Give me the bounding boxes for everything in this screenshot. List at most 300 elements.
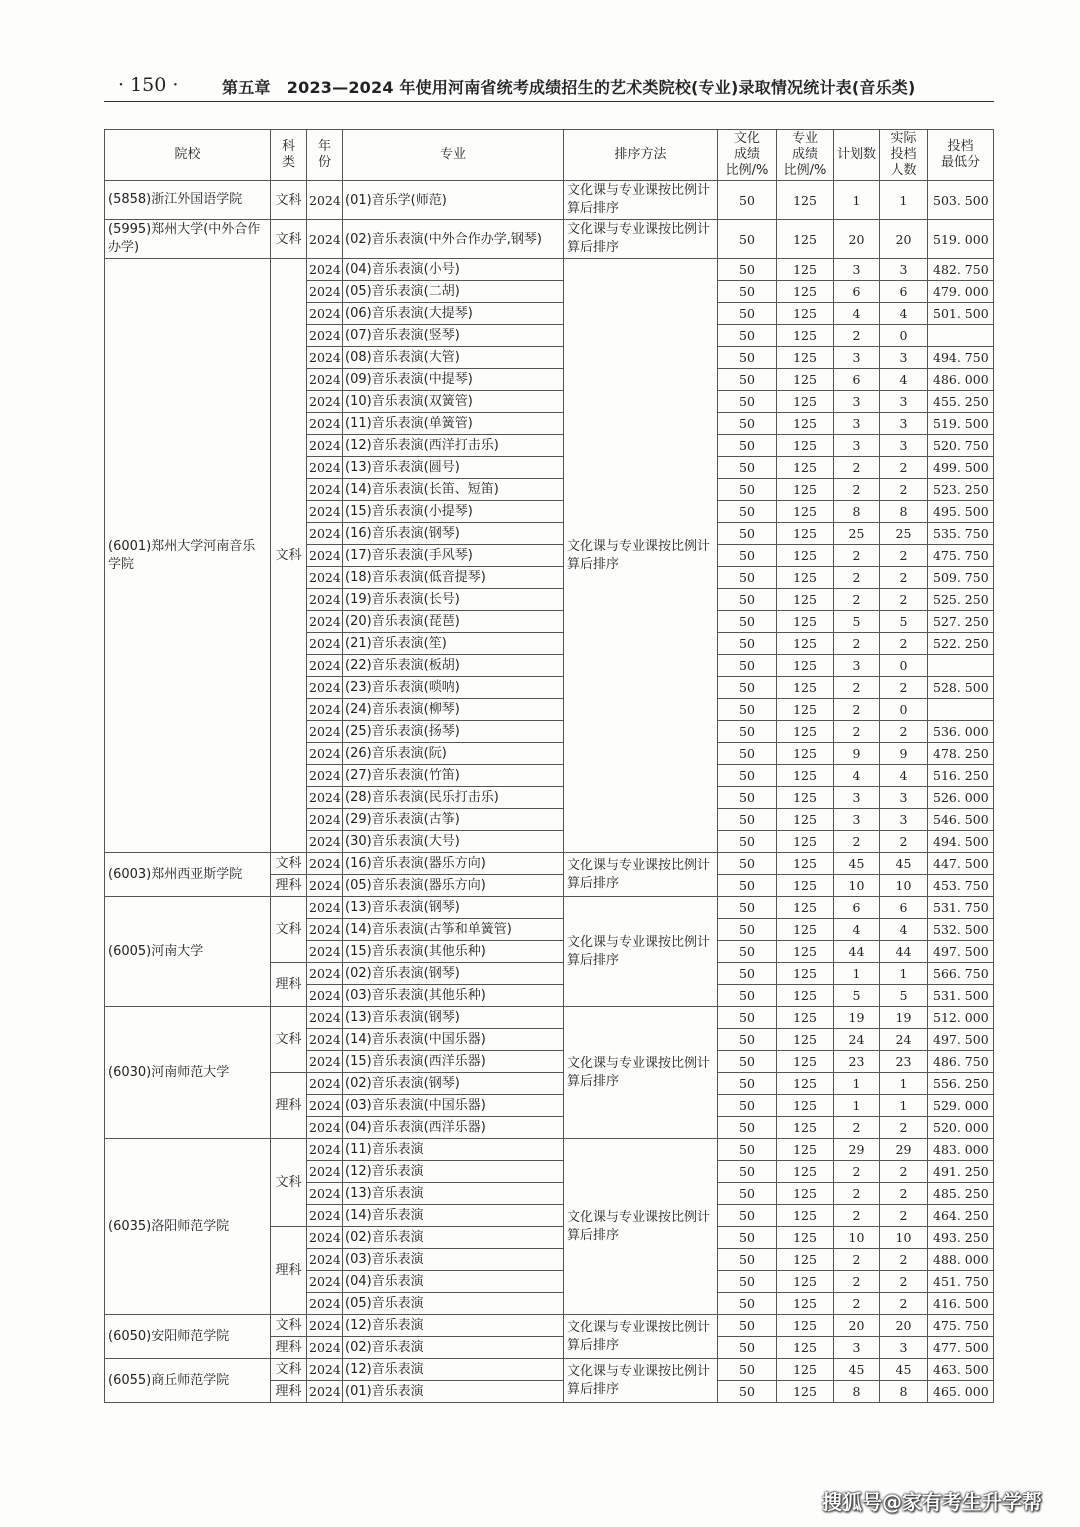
professional-ratio-cell: 125 <box>777 633 834 655</box>
culture-ratio-cell: 50 <box>718 391 777 413</box>
plan-cell: 8 <box>834 501 880 523</box>
year-cell: 2024 <box>307 1073 343 1095</box>
plan-cell: 3 <box>834 655 880 677</box>
min-score-cell: 475. 750 <box>928 1315 994 1337</box>
category-cell: 文科 <box>271 259 307 853</box>
actual-cell: 45 <box>880 853 928 875</box>
min-score-cell: 556. 250 <box>928 1073 994 1095</box>
actual-cell: 5 <box>880 985 928 1007</box>
culture-ratio-cell: 50 <box>718 831 777 853</box>
major-cell: (07)音乐表演(竖琴) <box>343 325 564 347</box>
plan-cell: 1 <box>834 963 880 985</box>
plan-cell: 4 <box>834 919 880 941</box>
table-row <box>105 259 994 281</box>
professional-ratio-cell: 125 <box>777 787 834 809</box>
min-score-cell: 494. 750 <box>928 347 994 369</box>
major-cell: (19)音乐表演(长号) <box>343 589 564 611</box>
actual-cell: 9 <box>880 743 928 765</box>
col-header-line: 年 <box>317 139 331 154</box>
major-cell: (11)音乐表演 <box>343 1139 564 1161</box>
culture-ratio-cell: 50 <box>718 963 777 985</box>
page-number: · 150 · <box>118 74 179 96</box>
actual-cell: 2 <box>880 1205 928 1227</box>
year-cell: 2024 <box>307 347 343 369</box>
actual-cell: 25 <box>880 523 928 545</box>
plan-cell: 3 <box>834 809 880 831</box>
major-cell: (02)音乐表演(中外合作办学,钢琴) <box>343 220 564 259</box>
actual-cell: 10 <box>880 875 928 897</box>
actual-cell: 2 <box>880 1161 928 1183</box>
col-header-major <box>343 130 564 181</box>
professional-ratio-cell: 125 <box>777 1249 834 1271</box>
actual-cell: 2 <box>880 633 928 655</box>
actual-cell: 0 <box>880 325 928 347</box>
plan-cell: 2 <box>834 699 880 721</box>
year-cell: 2024 <box>307 501 343 523</box>
culture-ratio-cell: 50 <box>718 853 777 875</box>
plan-cell: 20 <box>834 220 880 259</box>
plan-cell: 10 <box>834 1227 880 1249</box>
culture-ratio-cell: 50 <box>718 1381 777 1403</box>
culture-ratio-cell: 50 <box>718 1139 777 1161</box>
col-header-min-score <box>928 130 994 181</box>
actual-cell: 4 <box>880 919 928 941</box>
professional-ratio-cell: 125 <box>777 181 834 220</box>
professional-ratio-cell: 125 <box>777 303 834 325</box>
category-cell: 文科 <box>271 897 307 963</box>
actual-cell: 20 <box>880 220 928 259</box>
col-header-line: 投档 <box>890 147 917 162</box>
year-cell: 2024 <box>307 523 343 545</box>
year-cell: 2024 <box>307 611 343 633</box>
professional-ratio-cell: 125 <box>777 1227 834 1249</box>
col-header-school <box>105 130 271 181</box>
year-cell: 2024 <box>307 1007 343 1029</box>
plan-cell: 2 <box>834 567 880 589</box>
culture-ratio-cell: 50 <box>718 1007 777 1029</box>
min-score-cell: 566. 750 <box>928 963 994 985</box>
actual-cell: 44 <box>880 941 928 963</box>
actual-cell: 2 <box>880 1293 928 1315</box>
plan-cell: 24 <box>834 1029 880 1051</box>
admission-table <box>104 129 994 1403</box>
major-cell: (09)音乐表演(中提琴) <box>343 369 564 391</box>
category-cell: 理科 <box>271 1337 307 1359</box>
table-row <box>105 1139 994 1161</box>
professional-ratio-cell: 125 <box>777 1381 834 1403</box>
category-cell: 文科 <box>271 181 307 220</box>
year-cell: 2024 <box>307 985 343 1007</box>
actual-cell: 0 <box>880 699 928 721</box>
professional-ratio-cell: 125 <box>777 259 834 281</box>
min-score-cell: 516. 250 <box>928 765 994 787</box>
plan-cell: 2 <box>834 721 880 743</box>
min-score-cell: 509. 750 <box>928 567 994 589</box>
actual-cell: 1 <box>880 181 928 220</box>
major-cell: (01)音乐表演 <box>343 1381 564 1403</box>
professional-ratio-cell: 125 <box>777 677 834 699</box>
year-cell: 2024 <box>307 1161 343 1183</box>
page-header <box>104 68 994 102</box>
actual-cell: 2 <box>880 457 928 479</box>
year-cell: 2024 <box>307 391 343 413</box>
min-score-cell: 416. 500 <box>928 1293 994 1315</box>
year-cell: 2024 <box>307 765 343 787</box>
admission-table-container <box>104 129 994 1403</box>
year-cell: 2024 <box>307 655 343 677</box>
table-row <box>105 853 994 875</box>
min-score-cell: 483. 000 <box>928 1139 994 1161</box>
major-cell: (04)音乐表演(小号) <box>343 259 564 281</box>
major-cell: (04)音乐表演 <box>343 1271 564 1293</box>
plan-cell: 45 <box>834 1359 880 1381</box>
plan-cell: 2 <box>834 831 880 853</box>
min-score-cell: 532. 500 <box>928 919 994 941</box>
professional-ratio-cell: 125 <box>777 1271 834 1293</box>
professional-ratio-cell: 125 <box>777 325 834 347</box>
actual-cell: 29 <box>880 1139 928 1161</box>
min-score-cell: 531. 750 <box>928 897 994 919</box>
professional-ratio-cell: 125 <box>777 853 834 875</box>
major-cell: (13)音乐表演(钢琴) <box>343 897 564 919</box>
professional-ratio-cell: 125 <box>777 369 834 391</box>
year-cell: 2024 <box>307 787 343 809</box>
plan-cell: 5 <box>834 985 880 1007</box>
actual-cell: 2 <box>880 1271 928 1293</box>
major-cell: (11)音乐表演(单簧管) <box>343 413 564 435</box>
culture-ratio-cell: 50 <box>718 303 777 325</box>
professional-ratio-cell: 125 <box>777 1183 834 1205</box>
min-score-cell: 477. 500 <box>928 1337 994 1359</box>
professional-ratio-cell: 125 <box>777 919 834 941</box>
culture-ratio-cell: 50 <box>718 220 777 259</box>
year-cell: 2024 <box>307 699 343 721</box>
year-cell: 2024 <box>307 281 343 303</box>
actual-cell: 4 <box>880 765 928 787</box>
culture-ratio-cell: 50 <box>718 721 777 743</box>
min-score-cell: 501. 500 <box>928 303 994 325</box>
professional-ratio-cell: 125 <box>777 501 834 523</box>
actual-cell: 3 <box>880 259 928 281</box>
plan-cell: 2 <box>834 479 880 501</box>
culture-ratio-cell: 50 <box>718 1161 777 1183</box>
plan-cell: 20 <box>834 1315 880 1337</box>
professional-ratio-cell: 125 <box>777 897 834 919</box>
major-cell: (14)音乐表演(古筝和单簧管) <box>343 919 564 941</box>
major-cell: (12)音乐表演 <box>343 1161 564 1183</box>
professional-ratio-cell: 125 <box>777 985 834 1007</box>
major-cell: (15)音乐表演(小提琴) <box>343 501 564 523</box>
major-cell: (05)音乐表演(器乐方向) <box>343 875 564 897</box>
plan-cell: 2 <box>834 633 880 655</box>
professional-ratio-cell: 125 <box>777 1139 834 1161</box>
major-cell: (12)音乐表演 <box>343 1359 564 1381</box>
plan-cell: 2 <box>834 457 880 479</box>
major-cell: (15)音乐表演(其他乐种) <box>343 941 564 963</box>
actual-cell: 3 <box>880 391 928 413</box>
running-title: 第五章 2023—2024 年使用河南省统考成绩招生的艺术类院校(专业)录取情况统计表(音乐类) <box>222 78 916 97</box>
professional-ratio-cell: 125 <box>777 1029 834 1051</box>
col-header-professional-ratio <box>777 130 834 181</box>
major-cell: (10)音乐表演(双簧管) <box>343 391 564 413</box>
major-cell: (12)音乐表演 <box>343 1315 564 1337</box>
table-row <box>105 1007 994 1029</box>
year-cell: 2024 <box>307 457 343 479</box>
plan-cell: 1 <box>834 181 880 220</box>
actual-cell: 4 <box>880 369 928 391</box>
plan-cell: 1 <box>834 1095 880 1117</box>
professional-ratio-cell: 125 <box>777 611 834 633</box>
actual-cell: 2 <box>880 831 928 853</box>
year-cell: 2024 <box>307 413 343 435</box>
actual-cell: 0 <box>880 655 928 677</box>
actual-cell: 8 <box>880 501 928 523</box>
plan-cell: 2 <box>834 1205 880 1227</box>
culture-ratio-cell: 50 <box>718 589 777 611</box>
professional-ratio-cell: 125 <box>777 435 834 457</box>
year-cell: 2024 <box>307 1205 343 1227</box>
min-score-cell: 531. 500 <box>928 985 994 1007</box>
major-cell: (18)音乐表演(低音提琴) <box>343 567 564 589</box>
major-cell: (02)音乐表演(钢琴) <box>343 963 564 985</box>
professional-ratio-cell: 125 <box>777 1095 834 1117</box>
culture-ratio-cell: 50 <box>718 501 777 523</box>
col-header-line: 类 <box>281 155 295 170</box>
culture-ratio-cell: 50 <box>718 765 777 787</box>
year-cell: 2024 <box>307 677 343 699</box>
min-score-cell <box>928 655 994 677</box>
min-score-cell: 526. 000 <box>928 787 994 809</box>
category-cell: 理科 <box>271 963 307 1007</box>
year-cell: 2024 <box>307 1139 343 1161</box>
professional-ratio-cell: 125 <box>777 413 834 435</box>
school-name: (6030)河南师范大学 <box>105 1007 271 1139</box>
year-cell: 2024 <box>307 1359 343 1381</box>
major-cell: (02)音乐表演(钢琴) <box>343 1073 564 1095</box>
category-cell: 理科 <box>271 875 307 897</box>
min-score-cell: 475. 750 <box>928 545 994 567</box>
year-cell: 2024 <box>307 1227 343 1249</box>
major-cell: (14)音乐表演 <box>343 1205 564 1227</box>
culture-ratio-cell: 50 <box>718 479 777 501</box>
plan-cell: 3 <box>834 347 880 369</box>
min-score-cell: 494. 500 <box>928 831 994 853</box>
major-cell: (02)音乐表演 <box>343 1227 564 1249</box>
category-cell: 理科 <box>271 1073 307 1139</box>
actual-cell: 20 <box>880 1315 928 1337</box>
actual-cell: 19 <box>880 1007 928 1029</box>
plan-cell: 5 <box>834 611 880 633</box>
major-cell: (08)音乐表演(大管) <box>343 347 564 369</box>
professional-ratio-cell: 125 <box>777 963 834 985</box>
min-score-cell: 478. 250 <box>928 743 994 765</box>
actual-cell: 6 <box>880 281 928 303</box>
plan-cell: 3 <box>834 787 880 809</box>
category-cell: 理科 <box>271 1227 307 1315</box>
actual-cell: 2 <box>880 721 928 743</box>
professional-ratio-cell: 125 <box>777 1205 834 1227</box>
actual-cell: 3 <box>880 809 928 831</box>
professional-ratio-cell: 125 <box>777 1337 834 1359</box>
plan-cell: 19 <box>834 1007 880 1029</box>
culture-ratio-cell: 50 <box>718 347 777 369</box>
category-cell: 文科 <box>271 1315 307 1337</box>
professional-ratio-cell: 125 <box>777 589 834 611</box>
culture-ratio-cell: 50 <box>718 413 777 435</box>
plan-cell: 29 <box>834 1139 880 1161</box>
year-cell: 2024 <box>307 1381 343 1403</box>
major-cell: (13)音乐表演 <box>343 1183 564 1205</box>
year-cell: 2024 <box>307 1117 343 1139</box>
school-name: (6035)洛阳师范学院 <box>105 1139 271 1315</box>
actual-cell: 2 <box>880 677 928 699</box>
professional-ratio-cell: 125 <box>777 281 834 303</box>
culture-ratio-cell: 50 <box>718 1271 777 1293</box>
culture-ratio-cell: 50 <box>718 743 777 765</box>
culture-ratio-cell: 50 <box>718 1315 777 1337</box>
actual-cell: 45 <box>880 1359 928 1381</box>
method-cell: 文化课与专业课按比例计算后排序 <box>564 1315 718 1359</box>
actual-cell: 4 <box>880 303 928 325</box>
category-cell: 文科 <box>271 1007 307 1073</box>
culture-ratio-cell: 50 <box>718 281 777 303</box>
actual-cell: 3 <box>880 413 928 435</box>
professional-ratio-cell: 125 <box>777 875 834 897</box>
plan-cell: 2 <box>834 1271 880 1293</box>
col-header-line: 计划数 <box>836 147 876 162</box>
culture-ratio-cell: 50 <box>718 1051 777 1073</box>
method-cell: 文化课与专业课按比例计算后排序 <box>564 853 718 897</box>
professional-ratio-cell: 125 <box>777 743 834 765</box>
min-score-cell: 482. 750 <box>928 259 994 281</box>
min-score-cell: 491. 250 <box>928 1161 994 1183</box>
actual-cell: 6 <box>880 897 928 919</box>
min-score-cell: 525. 250 <box>928 589 994 611</box>
min-score-cell: 497. 500 <box>928 1029 994 1051</box>
professional-ratio-cell: 125 <box>777 523 834 545</box>
school-name: (6005)河南大学 <box>105 897 271 1007</box>
year-cell: 2024 <box>307 875 343 897</box>
culture-ratio-cell: 50 <box>718 633 777 655</box>
min-score-cell: 451. 750 <box>928 1271 994 1293</box>
table-body <box>105 181 994 1403</box>
culture-ratio-cell: 50 <box>718 1227 777 1249</box>
min-score-cell: 485. 250 <box>928 1183 994 1205</box>
major-cell: (02)音乐表演 <box>343 1337 564 1359</box>
col-header-line: 文化 <box>733 131 760 146</box>
school-name: (6001)郑州大学河南音乐学院 <box>105 259 271 853</box>
year-cell: 2024 <box>307 633 343 655</box>
footer-credit: 搜狐号@家有考生升学帮 <box>822 1490 1042 1514</box>
col-header-line: 人数 <box>890 163 917 178</box>
plan-cell: 3 <box>834 391 880 413</box>
category-cell: 文科 <box>271 1359 307 1381</box>
plan-cell: 2 <box>834 677 880 699</box>
min-score-cell: 453. 750 <box>928 875 994 897</box>
major-cell: (03)音乐表演(其他乐种) <box>343 985 564 1007</box>
min-score-cell: 497. 500 <box>928 941 994 963</box>
actual-cell: 2 <box>880 589 928 611</box>
actual-cell: 2 <box>880 1117 928 1139</box>
min-score-cell: 527. 250 <box>928 611 994 633</box>
year-cell: 2024 <box>307 743 343 765</box>
col-header-line: 排序方法 <box>614 147 667 162</box>
year-cell: 2024 <box>307 809 343 831</box>
major-cell: (16)音乐表演(器乐方向) <box>343 853 564 875</box>
method-cell: 文化课与专业课按比例计算后排序 <box>564 220 718 259</box>
col-header-category <box>271 130 307 181</box>
col-header-line: 投档 <box>947 139 974 154</box>
col-header-culture-ratio <box>718 130 777 181</box>
plan-cell: 6 <box>834 369 880 391</box>
culture-ratio-cell: 50 <box>718 1359 777 1381</box>
professional-ratio-cell: 125 <box>777 220 834 259</box>
plan-cell: 3 <box>834 259 880 281</box>
plan-cell: 45 <box>834 853 880 875</box>
culture-ratio-cell: 50 <box>718 809 777 831</box>
professional-ratio-cell: 125 <box>777 765 834 787</box>
year-cell: 2024 <box>307 1315 343 1337</box>
professional-ratio-cell: 125 <box>777 831 834 853</box>
professional-ratio-cell: 125 <box>777 941 834 963</box>
table-row <box>105 1315 994 1337</box>
col-header-line: 专业 <box>791 131 818 146</box>
year-cell: 2024 <box>307 721 343 743</box>
year-cell: 2024 <box>307 1249 343 1271</box>
culture-ratio-cell: 50 <box>718 897 777 919</box>
culture-ratio-cell: 50 <box>718 181 777 220</box>
plan-cell: 8 <box>834 1381 880 1403</box>
major-cell: (13)音乐表演(圆号) <box>343 457 564 479</box>
actual-cell: 3 <box>880 787 928 809</box>
category-cell: 理科 <box>271 1381 307 1403</box>
min-score-cell: 523. 250 <box>928 479 994 501</box>
culture-ratio-cell: 50 <box>718 259 777 281</box>
professional-ratio-cell: 125 <box>777 1007 834 1029</box>
actual-cell: 1 <box>880 963 928 985</box>
professional-ratio-cell: 125 <box>777 655 834 677</box>
method-cell: 文化课与专业课按比例计算后排序 <box>564 259 718 853</box>
culture-ratio-cell: 50 <box>718 523 777 545</box>
year-cell: 2024 <box>307 589 343 611</box>
year-cell: 2024 <box>307 963 343 985</box>
method-cell: 文化课与专业课按比例计算后排序 <box>564 1139 718 1315</box>
plan-cell: 6 <box>834 281 880 303</box>
major-cell: (15)音乐表演(西洋乐器) <box>343 1051 564 1073</box>
year-cell: 2024 <box>307 1095 343 1117</box>
school-name: (5858)浙江外国语学院 <box>105 181 271 220</box>
actual-cell: 23 <box>880 1051 928 1073</box>
method-cell: 文化课与专业课按比例计算后排序 <box>564 1359 718 1403</box>
min-score-cell: 486. 750 <box>928 1051 994 1073</box>
major-cell: (14)音乐表演(中国乐器) <box>343 1029 564 1051</box>
plan-cell: 2 <box>834 1117 880 1139</box>
major-cell: (20)音乐表演(琵琶) <box>343 611 564 633</box>
culture-ratio-cell: 50 <box>718 369 777 391</box>
col-header-line: 成绩 <box>733 147 760 162</box>
min-score-cell: 503. 500 <box>928 181 994 220</box>
method-cell: 文化课与专业课按比例计算后排序 <box>564 897 718 1007</box>
actual-cell: 8 <box>880 1381 928 1403</box>
culture-ratio-cell: 50 <box>718 611 777 633</box>
major-cell: (06)音乐表演(大提琴) <box>343 303 564 325</box>
major-cell: (05)音乐表演 <box>343 1293 564 1315</box>
table-row <box>105 1359 994 1381</box>
major-cell: (22)音乐表演(板胡) <box>343 655 564 677</box>
culture-ratio-cell: 50 <box>718 435 777 457</box>
plan-cell: 2 <box>834 325 880 347</box>
major-cell: (03)音乐表演(中国乐器) <box>343 1095 564 1117</box>
